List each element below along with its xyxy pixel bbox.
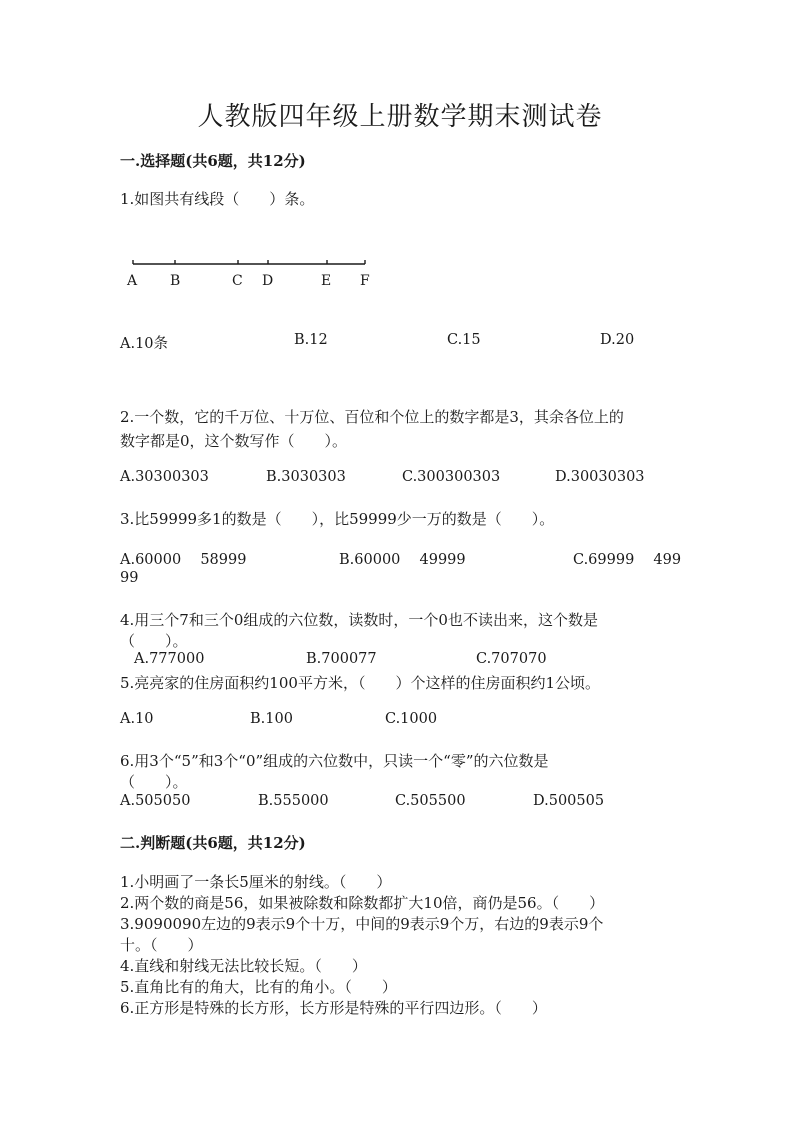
q4-option-c: C.707070 (476, 651, 547, 667)
q6-option-d: D.500505 (533, 793, 605, 809)
q2-option-d: D.30030303 (555, 469, 645, 485)
q4-option-a: A.777000 (134, 651, 205, 667)
question-3-stem: 3.比59999多1的数是（ ），比59999少一万的数是（ ）。 (120, 510, 555, 528)
point-label-a: A (127, 273, 138, 289)
question-1-stem: 1.如图共有线段（ ）条。 (120, 190, 315, 208)
q2-option-b: B.3030303 (266, 469, 346, 485)
q1-option-c: C.15 (447, 332, 481, 348)
judgement-item-2: 2.两个数的商是56，如果被除数和除数都扩大10倍，商仍是56。（ ） (120, 894, 605, 912)
question-5-stem: 5.亮亮家的住房面积约100平方米，（ ）个这样的住房面积约1公顷。 (120, 674, 600, 692)
q3-option-c: C.69999 499 (573, 552, 682, 568)
section-heading-choice: 一.选择题(共6题，共12分) (120, 152, 306, 170)
q2-option-c: C.300300303 (402, 469, 501, 485)
q3-option-b: B.60000 49999 (339, 552, 466, 568)
q5-option-a: A.10 (120, 711, 154, 727)
q1-option-a: A.10条 (120, 336, 169, 352)
question-4-line-2: （ ）。 (120, 632, 188, 650)
line-segment-figure (120, 250, 390, 295)
judgement-item-5: 5.直角比有的角大，比有的角小。（ ） (120, 978, 397, 996)
judgement-item-3: 3.9090090左边的9表示9个十万，中间的9表示9个万，右边的9表示9个 (120, 915, 604, 933)
q3-option-a: A.60000 58999 (120, 552, 247, 568)
point-label-b: B (170, 273, 181, 289)
question-2-line-2: 数字都是0，这个数写作（ ）。 (120, 432, 348, 450)
q5-option-b: B.100 (250, 711, 293, 727)
question-6-line-2: （ ）。 (120, 773, 188, 791)
point-label-d: D (262, 273, 274, 289)
judgement-item-1: 1.小明画了一条长5厘米的射线。（ ） (120, 873, 392, 891)
question-6-line-1: 6.用3个“5”和3个“0”组成的六位数中，只读一个“零”的六位数是 (120, 752, 549, 770)
q1-option-b: B.12 (294, 332, 328, 348)
point-label-f: F (360, 273, 370, 289)
q6-option-c: C.505500 (395, 793, 466, 809)
q3-option-c-continued: 99 (120, 570, 139, 586)
q1-option-d: D.20 (600, 332, 635, 348)
question-4-line-1: 4.用三个7和三个0组成的六位数，读数时，一个0也不读出来，这个数是 (120, 611, 598, 629)
judgement-item-3-continued: 十。（ ） (120, 936, 203, 954)
q4-option-b: B.700077 (306, 651, 377, 667)
point-label-e: E (321, 273, 332, 289)
judgement-item-4: 4.直线和射线无法比较长短。（ ） (120, 957, 367, 975)
q6-option-b: B.555000 (258, 793, 329, 809)
question-2-line-1: 2.一个数，它的千万位、十万位、百位和个位上的数字都是3，其余各位上的 (120, 408, 624, 426)
judgement-item-6: 6.正方形是特殊的长方形，长方形是特殊的平行四边形。（ ） (120, 999, 547, 1017)
q6-option-a: A.505050 (120, 793, 191, 809)
q2-option-a: A.30300303 (120, 469, 209, 485)
point-label-c: C (232, 273, 243, 289)
page-title: 人教版四年级上册数学期末测试卷 (197, 102, 603, 132)
section-heading-judgement: 二.判断题(共6题，共12分) (120, 834, 306, 852)
q5-option-c: C.1000 (385, 711, 438, 727)
